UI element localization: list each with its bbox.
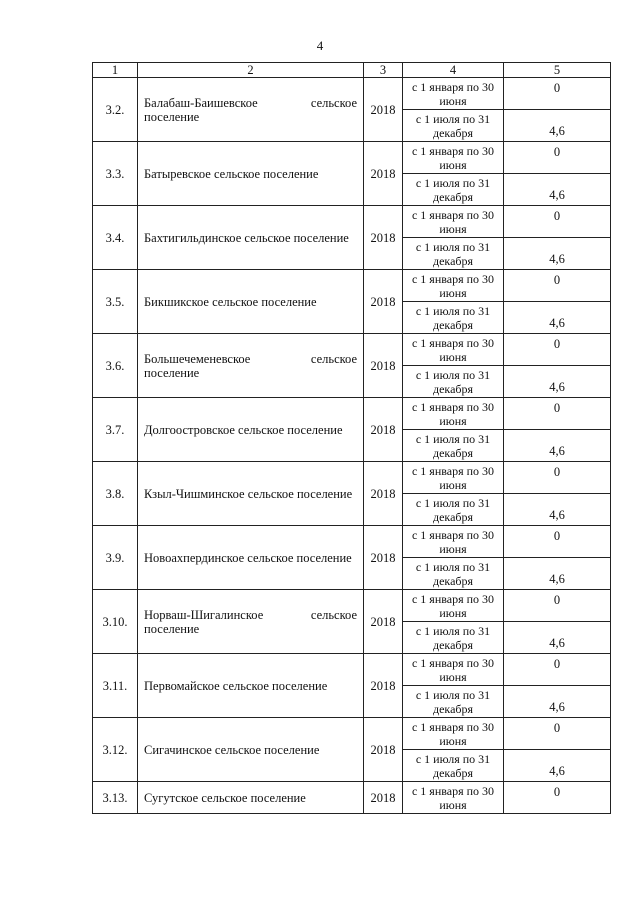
- period-label: с 1 июля по 31 декабря: [403, 110, 504, 142]
- row-year: 2018: [364, 398, 403, 462]
- table-row: [93, 462, 611, 494]
- rate-value-text: 4,6: [549, 251, 565, 266]
- period-label: с 1 января по 30 июня: [403, 334, 504, 366]
- table-row: [93, 78, 611, 110]
- rate-value: [504, 206, 611, 238]
- rate-value-text: 0: [553, 336, 561, 351]
- row-number: 3.10.: [93, 590, 138, 654]
- row-number: 3.4.: [93, 206, 138, 270]
- row-number: 3.13.: [93, 782, 138, 814]
- row-year: 2018: [364, 142, 403, 206]
- row-number: 3.2.: [93, 78, 138, 142]
- rate-value-text: 0: [553, 272, 561, 287]
- settlement-name: Первомайское сельское поселение: [138, 654, 364, 718]
- row-year: 2018: [364, 334, 403, 398]
- rate-value: [504, 270, 611, 302]
- rate-value: [504, 398, 611, 430]
- period-label: с 1 января по 30 июня: [403, 398, 504, 430]
- rate-value: [504, 174, 611, 206]
- period-label: с 1 января по 30 июня: [403, 270, 504, 302]
- rate-value: [504, 750, 611, 782]
- settlement-name: Новоахпердинское сельское поселение: [138, 526, 364, 590]
- period-label: с 1 июля по 31 декабря: [403, 686, 504, 718]
- table-row: [93, 206, 611, 238]
- settlement-name: Долгоостровское сельское поселение: [138, 398, 364, 462]
- rate-value-text: 0: [553, 784, 561, 799]
- table-row: [93, 526, 611, 558]
- header-col-2: 2: [138, 63, 364, 78]
- settlement-name: Балабаш-Баишевское сельское поселение: [138, 78, 364, 142]
- row-number: 3.6.: [93, 334, 138, 398]
- row-year: 2018: [364, 654, 403, 718]
- row-year: 2018: [364, 270, 403, 334]
- period-label: с 1 января по 30 июня: [403, 462, 504, 494]
- header-col-3: 3: [364, 63, 403, 78]
- period-label: с 1 января по 30 июня: [403, 78, 504, 110]
- period-label: с 1 июля по 31 декабря: [403, 238, 504, 270]
- settlement-name: Бикшикское сельское поселение: [138, 270, 364, 334]
- rate-value-text: 4,6: [549, 763, 565, 778]
- period-label: с 1 января по 30 июня: [403, 142, 504, 174]
- period-label: с 1 января по 30 июня: [403, 526, 504, 558]
- rate-value-text: 4,6: [549, 443, 565, 458]
- row-number: 3.7.: [93, 398, 138, 462]
- period-label: с 1 июля по 31 декабря: [403, 302, 504, 334]
- rate-value-text: 4,6: [549, 123, 565, 138]
- rate-value: [504, 142, 611, 174]
- period-label: с 1 января по 30 июня: [403, 206, 504, 238]
- row-year: 2018: [364, 782, 403, 814]
- rate-value-text: 4,6: [549, 507, 565, 522]
- row-number: 3.9.: [93, 526, 138, 590]
- rate-value-text: 0: [553, 400, 561, 415]
- row-number: 3.8.: [93, 462, 138, 526]
- settlement-name: Кзыл-Чишминское сельское поселение: [138, 462, 364, 526]
- rate-value-text: 0: [553, 656, 561, 671]
- row-number: 3.5.: [93, 270, 138, 334]
- rate-value: [504, 334, 611, 366]
- header-col-4: 4: [403, 63, 504, 78]
- period-label: с 1 июля по 31 декабря: [403, 366, 504, 398]
- settlement-name: Сигачинское сельское поселение: [138, 718, 364, 782]
- row-year: 2018: [364, 78, 403, 142]
- rate-value: [504, 78, 611, 110]
- header-row: [93, 63, 611, 78]
- rate-value: [504, 558, 611, 590]
- table-row: [93, 782, 611, 814]
- rate-value-text: 0: [553, 144, 561, 159]
- period-label: с 1 июля по 31 декабря: [403, 750, 504, 782]
- settlement-name: Бахтигильдинское сельское поселение: [138, 206, 364, 270]
- settlement-name: Сугутское сельское поселение: [138, 782, 364, 814]
- rate-value: [504, 654, 611, 686]
- settlement-name: Большечеменевское сельское поселение: [138, 334, 364, 398]
- rate-value-text: 4,6: [549, 635, 565, 650]
- rate-value-text: 4,6: [549, 187, 565, 202]
- tariff-table: [92, 62, 611, 814]
- header-col-5: 5: [504, 63, 611, 78]
- rate-value: [504, 238, 611, 270]
- row-year: 2018: [364, 206, 403, 270]
- table-row: [93, 270, 611, 302]
- row-year: 2018: [364, 462, 403, 526]
- settlement-name: Батыревское сельское поселение: [138, 142, 364, 206]
- rate-value: [504, 622, 611, 654]
- rate-value-text: 4,6: [549, 379, 565, 394]
- table-body: [93, 63, 611, 814]
- rate-value: [504, 782, 611, 814]
- rate-value: [504, 302, 611, 334]
- rate-value: [504, 494, 611, 526]
- table-row: [93, 398, 611, 430]
- table-row: [93, 590, 611, 622]
- table-row: [93, 718, 611, 750]
- rate-value-text: 0: [553, 208, 561, 223]
- rate-value: [504, 110, 611, 142]
- period-label: с 1 января по 30 июня: [403, 718, 504, 750]
- period-label: с 1 января по 30 июня: [403, 590, 504, 622]
- row-number: 3.3.: [93, 142, 138, 206]
- rate-value: [504, 430, 611, 462]
- period-label: с 1 января по 30 июня: [403, 654, 504, 686]
- rate-value-text: 4,6: [549, 571, 565, 586]
- rate-value: [504, 366, 611, 398]
- rate-value: [504, 590, 611, 622]
- period-label: с 1 июля по 31 декабря: [403, 558, 504, 590]
- table-row: [93, 142, 611, 174]
- rate-value: [504, 462, 611, 494]
- period-label: с 1 июля по 31 декабря: [403, 622, 504, 654]
- rate-value-text: 0: [553, 592, 561, 607]
- rate-value-text: 0: [553, 720, 561, 735]
- table-row: [93, 334, 611, 366]
- table-row: [93, 654, 611, 686]
- rate-value-text: 4,6: [549, 699, 565, 714]
- row-year: 2018: [364, 590, 403, 654]
- rate-value-text: 0: [553, 80, 561, 95]
- row-year: 2018: [364, 718, 403, 782]
- header-col-1: 1: [93, 63, 138, 78]
- rate-value-text: 0: [553, 464, 561, 479]
- period-label: с 1 июля по 31 декабря: [403, 430, 504, 462]
- period-label: с 1 июля по 31 декабря: [403, 494, 504, 526]
- rate-value-text: 0: [553, 528, 561, 543]
- settlement-name: Норваш-Шигалинское сельское поселение: [138, 590, 364, 654]
- period-label: с 1 июля по 31 декабря: [403, 174, 504, 206]
- rate-value: [504, 718, 611, 750]
- row-number: 3.11.: [93, 654, 138, 718]
- row-number: 3.12.: [93, 718, 138, 782]
- rate-value: [504, 526, 611, 558]
- rate-value-text: 4,6: [549, 315, 565, 330]
- rate-value: [504, 686, 611, 718]
- row-year: 2018: [364, 526, 403, 590]
- period-label: с 1 января по 30 июня: [403, 782, 504, 814]
- page-number: 4: [316, 38, 324, 53]
